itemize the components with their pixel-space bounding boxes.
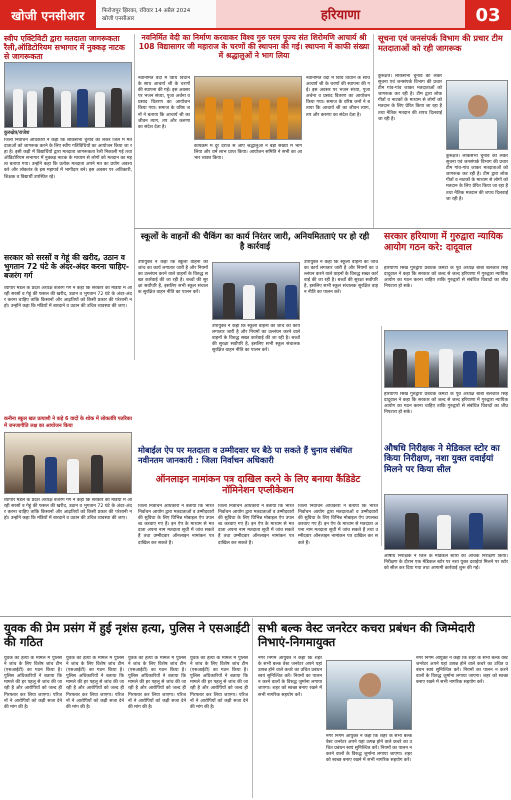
story-subhead: ऑनलाइन नामांकन पत्र दाखिल करने के लिए बनाया कैंडिडेट नॉमिनेशन एप्लीकेशन bbox=[155, 474, 361, 497]
story-body: नवनिर्मित वेदी में विधि विधान के साथ आचार्य श्री के चरणों की स्थापना की गई। इस अवसर पर भजन संध्या, पूजा अर्चना व प्रसाद वितरण का आयोजन किया गया। समाज के वरिष्ठ जनों ने बताया कि आचार्य श्री का जीवन त्याग, तप और करुणा का संदेश देता है। bbox=[138, 76, 190, 130]
story-body: उपायुक्त ने कहा कि स्कूली वाहनों की जांच का कार्य लगातार जारी है और नियमों का उल्लंघन करने वाले वाहनों के विरुद्ध सख्त कार्रवाई की जा रही है। बच्चों की सुरक्षा सर्वोपरि है, इसलिए सभी स्कूल संचालक सुरक्षित वाहन नीति का पालन करें। bbox=[304, 260, 378, 296]
issue-date: फिरोजपुर झिरका, रविवार 14 अप्रैल 2024 bbox=[102, 8, 191, 14]
row-divider bbox=[134, 228, 511, 229]
official-portrait bbox=[446, 80, 508, 150]
story-body: जिला निर्वाचन अधिकारी ने कहा कि लोकसभा चुनाव को लेकर जिले में मतदाताओं को जागरूक करने के लिए स्वीप गतिविधियों का आयोजन किया जा रहा है। इसी कड़ी में विद्यार्थियों द्वारा मतदाता जागरूकता रैली निकाली गई तथा ऑडिटोरियम सभागार में नुक्कड़ नाटक के माध्यम से लोगों को मतदान का महत्व बताया गया। उन्होंने कहा कि प्रत्येक मतदाता अपने मत का प्रयोग अवश्य करे और लोकतंत्र के इस महापर्व में भागीदार बने। इस अवसर पर अधिकारी, शिक्षक व विद्यार्थी उपस्थित रहे। bbox=[4, 138, 132, 180]
story-body: युवक की हत्या के मामले में पुलिस ने जांच के लिए विशेष जांच टीम (एसआईटी) का गठन किया है। पुलिस अधिकारियों ने बताया कि मामले की हर पहलू से जांच की जा रही है और आरोपियों को जल्द ही गिरफ्तार कर लिया जाएगा। परिजनों ने आरोपियों को कड़ी सजा देने की मांग की है। bbox=[190, 656, 248, 710]
commissioner-portrait bbox=[326, 660, 412, 730]
story-headline: स्कूलों के वाहनों की चैकिंग का कार्य निरंतर जारी, अनियमितताएं पर हो रही है कार्रवाई bbox=[140, 231, 370, 251]
column-divider bbox=[252, 618, 253, 798]
story-body: कुरुक्षेत्र। लोकसभा चुनाव को लेकर सूचना एवं जनसंपर्क विभाग की प्रचार टीम गांव-गांव जाकर मतदाताओं को जागरूक कर रही है। टीम द्वारा लोकगीतों व नाटकों के माध्यम से लोगों को मतदान के लिए प्रेरित किया जा रहा है तथा नैतिक मतदान की शपथ दिलवाई जा रही है। bbox=[446, 154, 508, 202]
story-headline: स्वीप एक्टिविटी द्वारा मतदाता जागरूकता रैली,ऑडिटोरियम सभागार में नुक्कड़ नाटक से जागरूकता bbox=[4, 34, 125, 62]
story-body: व्यापार मंडल के प्रदेश अध्यक्ष बजरंग गर्ग ने कहा कि सरकार को मंडियों में आ रही सरसों व गेहूं की फसल की खरीद, उठान व भुगतान 72 घंटे के अंदर-अंदर करना चाहिए ताकि किसानों और आढ़तियों को किसी प्रकार की परेशानी न हो। उन्होंने कहा कि मंडियों में बारदाने व उठान की उचित व्यवस्था की जाए। bbox=[4, 498, 132, 522]
story-body: जिला निर्वाचन अधिकारी ने बताया कि भारत निर्वाचन आयोग द्वारा मतदाताओं व उम्मीदवारों की सुविधा के लिए विभिन्न मोबाइल ऐप उपलब्ध करवाए गए हैं। इन ऐप के माध्यम से मतदाता अपना नाम मतदाता सूची में जांच सकते हैं तथा उम्मीदवार ऑनलाइन नामांकन पत्र दाखिल कर सकते हैं। bbox=[298, 504, 378, 546]
story-body: जिला निर्वाचन अधिकारी ने बताया कि भारत निर्वाचन आयोग द्वारा मतदाताओं व उम्मीदवारों की सुविधा के लिए विभिन्न मोबाइल ऐप उपलब्ध करवाए गए हैं। इन ऐप के माध्यम से मतदाता अपना नाम मतदाता सूची में जांच सकते हैं तथा उम्मीदवार ऑनलाइन नामांकन पत्र दाखिल कर सकते हैं। bbox=[218, 504, 294, 546]
story-body: उपायुक्त ने कहा कि स्कूली वाहनों की जांच का कार्य लगातार जारी है और नियमों का उल्लंघन करने वाले वाहनों के विरुद्ध सख्त कार्रवाई की जा रही है। बच्चों की सुरक्षा सर्वोपरि है, इसलिए सभी स्कूल संचालक सुरक्षित वाहन नीति का पालन करें। bbox=[212, 324, 300, 354]
story-body: नगर निगम आयुक्त ने कहा कि शहर के सभी बल्क वेस्ट जनरेटर अपने यहां उत्पन्न होने वाले कचरे का उचित प्रबंधन स्वयं सुनिश्चित करें। नियमों का पालन न करने वालों के विरुद्ध जुर्माना लगाया जाएगा। शहर को स्वच्छ बनाए रखने में सभी नागरिक सहयोग करें। bbox=[326, 734, 412, 764]
story-body: युवक की हत्या के मामले में पुलिस ने जांच के लिए विशेष जांच टीम (एसआईटी) का गठन किया है। पुलिस अधिकारियों ने बताया कि मामले की हर पहलू से जांच की जा रही है और आरोपियों को जल्द ही गिरफ्तार कर लिया जाएगा। परिजनों ने आरोपियों को कड़ी सजा देने की मांग की है। bbox=[128, 656, 186, 710]
story-body: व्यापार मंडल के प्रदेश अध्यक्ष बजरंग गर्ग ने कहा कि सरकार को मंडियों में आ रही सरसों व गेहूं की फसल की खरीद, उठान व भुगतान 72 घंटे के अंदर-अंदर करना चाहिए ताकि किसानों और आढ़तियों को किसी प्रकार की परेशानी न हो। उन्होंने कहा कि मंडियों में बारदाने व उठान की उचित व्यवस्था की जाए। bbox=[4, 286, 132, 310]
story-body: नगर निगम आयुक्त ने कहा कि शहर के सभी बल्क वेस्ट जनरेटर अपने यहां उत्पन्न होने वाले कचरे का उचित प्रबंधन स्वयं सुनिश्चित करें। नियमों का पालन न करने वालों के विरुद्ध जुर्माना लगाया जाएगा। शहर को स्वच्छ बनाए रखने में सभी नागरिक सहयोग करें। bbox=[416, 656, 508, 686]
story-headline: सूचना एवं जनसंपर्क विभाग की प्रचार टीम मतदाताओं को रही जागरूक bbox=[378, 33, 503, 53]
brand-logo: खोजी एनसीआर bbox=[0, 0, 96, 30]
photo-caption: कनीना स्कूल खत प्रत्याशी ने कहे 6 वादों के शोक में लोकतंत्रि पतरिका में जनजागीति लक्ष का आयोजन किया bbox=[4, 416, 132, 429]
issue-line bbox=[96, 0, 216, 30]
story-body: नवनिर्मित वेदी में विधि विधान के साथ आचार्य श्री के चरणों की स्थापना की गई। इस अवसर पर भजन संध्या, पूजा अर्चना व प्रसाद वितरण का आयोजन किया गया। समाज के वरिष्ठ जनों ने बताया कि आचार्य श्री का जीवन त्याग, तप और करुणा का संदेश देता है। bbox=[306, 76, 370, 118]
story-body: कुरुक्षेत्र। लोकसभा चुनाव को लेकर सूचना एवं जनसंपर्क विभाग की प्रचार टीम गांव-गांव जाकर मतदाताओं को जागरूक कर रही है। टीम द्वारा लोकगीतों व नाटकों के माध्यम से लोगों को मतदान के लिए प्रेरित किया जा रहा है तथा नैतिक मतदान की शपथ दिलवाई जा रही है। bbox=[378, 74, 442, 122]
story-body: औषधि निरीक्षक ने जिले के मेडिकल स्टोरों का औचक निरीक्षण किया। निरीक्षण के दौरान एक मेडिकल स्टोर पर नशा युक्त दवाईयां मिलने पर स्टोर को सील कर दिया गया तथा आगामी कार्रवाई शुरू की गई। bbox=[384, 554, 508, 572]
photo-caption: कुरुक्षेत्र/राजेश bbox=[4, 130, 30, 136]
story-body: हरियाणा सिख गुरुद्वारा प्रबंधक कमेटी के पूर्व अध्यक्ष बाबा बलजीत सिंह दादूवाल ने कहा कि सरकार को जल्द से जल्द हरियाणा में गुरुद्वारा न्यायिक आयोग का गठन करना चाहिए ताकि गुरुद्वारों से संबंधित विवादों का शीघ्र निपटारा हो सके। bbox=[384, 266, 508, 290]
column-divider bbox=[134, 34, 135, 360]
school-event-photo bbox=[4, 432, 132, 494]
story-headline: सरकार को सरसों व गेहूं की खरीद, उठान व भुगतान 72 घंटे के अंदर-अंदर करना चाहिए- बजरंग गर्ग bbox=[4, 253, 129, 280]
story-body: नगर निगम आयुक्त ने कहा कि शहर के सभी बल्क वेस्ट जनरेटर अपने यहां उत्पन्न होने वाले कचरे का उचित प्रबंधन स्वयं सुनिश्चित करें। नियमों का पालन न करने वालों के विरुद्ध जुर्माना लगाया जाएगा। शहर को स्वच्छ बनाए रखने में सभी नागरिक सहयोग करें। bbox=[258, 656, 322, 698]
story-body: उपायुक्त ने कहा कि स्कूली वाहनों की जांच का कार्य लगातार जारी है और नियमों का उल्लंघन करने वाले वाहनों के विरुद्ध सख्त कार्रवाई की जा रही है। बच्चों की सुरक्षा सर्वोपरि है, इसलिए सभी स्कूल संचालक सुरक्षित वाहन नीति का पालन करें। bbox=[138, 260, 208, 296]
row-divider bbox=[0, 616, 511, 617]
ceremony-photo bbox=[194, 76, 302, 140]
masthead bbox=[0, 0, 511, 30]
page-number: 03 bbox=[465, 0, 511, 30]
inspection-photo bbox=[212, 262, 300, 320]
column-divider bbox=[381, 326, 382, 546]
rally-photo bbox=[4, 62, 132, 128]
column-divider bbox=[373, 34, 374, 228]
story-headline: सभी बल्क वेस्ट जनरेटर कचरा प्रबंधन की जिम्मेदारी निभाएं-निगमायुक्त bbox=[258, 621, 475, 649]
story-headline: मोबाईल ऐप पर मतदाता व उम्मीदवार घर बैठे पा सकते हैं चुनाव संबंधित नवीनतम जानकारी : जिला निर्वाचन अधिकारी bbox=[138, 445, 353, 465]
story-body: हरियाणा सिख गुरुद्वारा प्रबंधक कमेटी के पूर्व अध्यक्ष बाबा बलजीत सिंह दादूवाल ने कहा कि सरकार को जल्द से जल्द हरियाणा में गुरुद्वारा न्यायिक आयोग का गठन करना चाहिए ताकि गुरुद्वारों से संबंधित विवादों का शीघ्र निपटारा हो सके। bbox=[384, 392, 508, 416]
story-body: जिला निर्वाचन अधिकारी ने बताया कि भारत निर्वाचन आयोग द्वारा मतदाताओं व उम्मीदवारों की सुविधा के लिए विभिन्न मोबाइल ऐप उपलब्ध करवाए गए हैं। इन ऐप के माध्यम से मतदाता अपना नाम मतदाता सूची में जांच सकते हैं तथा उम्मीदवार ऑनलाइन नामांकन पत्र दाखिल कर सकते हैं। bbox=[138, 504, 214, 546]
story-body: युवक की हत्या के मामले में पुलिस ने जांच के लिए विशेष जांच टीम (एसआईटी) का गठन किया है। पुलिस अधिकारियों ने बताया कि मामले की हर पहलू से जांच की जा रही है और आरोपियों को जल्द ही गिरफ्तार कर लिया जाएगा। परिजनों ने आरोपियों को कड़ी सजा देने की मांग की है। bbox=[4, 656, 62, 710]
dadoowal-photo bbox=[384, 330, 508, 388]
section-title: हरियाणा bbox=[216, 0, 465, 30]
story-headline: युवक की प्रेम प्रसंग में हुई नृशंस हत्या, पुलिस ने एसआईटी की गठित bbox=[4, 621, 250, 649]
story-body: युवक की हत्या के मामले में पुलिस ने जांच के लिए विशेष जांच टीम (एसआईटी) का गठन किया है। पुलिस अधिकारियों ने बताया कि मामले की हर पहलू से जांच की जा रही है और आरोपियों को जल्द ही गिरफ्तार कर लिया जाएगा। परिजनों ने आरोपियों को कड़ी सजा देने की मांग की है। bbox=[66, 656, 124, 710]
issue-paper: खोजी एनसीआर bbox=[102, 16, 135, 22]
drug-inspection-photo bbox=[384, 494, 508, 550]
story-headline: नवनिर्मित वेदी का निर्माण करवाकर विश्व गुरु परम पूज्य संत शिरोमणि आचार्य श्री 108 विद्यासागर जी महाराज के चरणों की स्थापना की गई। स्थापना में काफी संख्या में श्रद्धालुओं ने भाग लिया bbox=[138, 33, 370, 60]
story-headline: सरकार हरियाणा में गुरुद्वारा न्यायिक आयोग गठन करे: दादूवाल bbox=[384, 231, 503, 253]
story-body: कार्यक्रम में दूर दराज से आए श्रद्धालुओं ने बड़ी संख्या में भाग लिया और धर्म लाभ प्राप्त किया। आयोजन समिति ने सभी का आभार व्यक्त किया। bbox=[194, 144, 302, 162]
story-headline: औषधि निरीक्षक ने मेडिकल स्टोर का किया निरीक्षण, नशा युक्त दवाईयां मिलने पर किया सील bbox=[384, 444, 500, 475]
